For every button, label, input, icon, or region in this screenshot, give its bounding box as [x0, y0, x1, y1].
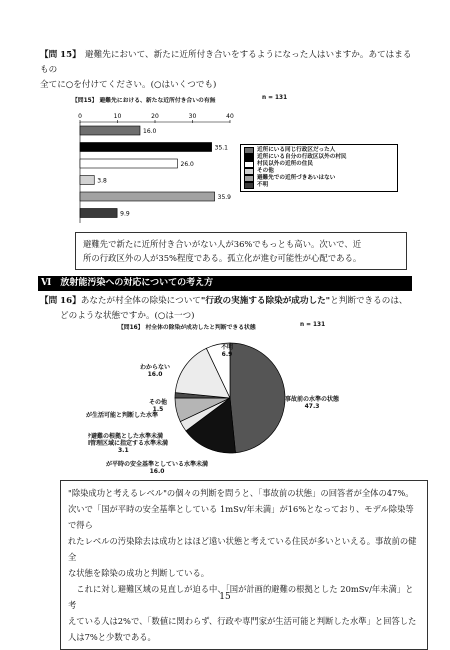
legend-label: 避難先での近所づきあいはない [257, 175, 336, 181]
chart16-slices [175, 343, 285, 453]
pie-label-sonota [138, 399, 178, 413]
pie-label-jikomae-text: 事故前の水準の状態 [284, 396, 339, 403]
chart15-legend [240, 144, 398, 192]
chart16-title: 【問16】 村全体の除染が成功したと判断できる状態 [118, 325, 256, 331]
chart15-bar [80, 176, 94, 185]
legend-label: 近所にいる同じ行政区だった人 [257, 147, 336, 153]
chart15-bar-label: 35.9 [217, 194, 231, 201]
pie-label-sonota-value: 1.5 [152, 406, 164, 413]
chart15-bar-label: 16.0 [143, 128, 157, 135]
chart15-xtick: 20 [151, 113, 159, 120]
chart15-xtick: 40 [226, 113, 234, 120]
box15-line2: 所の行政区外の人が35%程度である。孤立化が進む可能性が心配である。 [83, 253, 362, 263]
q16-text-line2: どのような状態ですか。(○は一つ) [60, 311, 195, 321]
chart15-bar-label: 3.8 [97, 177, 107, 185]
chart15-bar-label: 35.1 [214, 144, 228, 152]
pie-label-heiji [92, 461, 222, 475]
legend-label: 近所にいる自分の行政区以外の村民 [257, 154, 347, 160]
chart15-xtick: 10 [113, 113, 122, 120]
legend-label: 村民以外の近所の住民 [257, 161, 313, 167]
chart15-xtick: 30 [188, 113, 197, 120]
q15-text-line2: 全てに○を付けてください。(○はいくつでも) [40, 80, 217, 90]
pie-label-fumei [212, 344, 242, 358]
chart15-legend-item [244, 147, 394, 154]
q16-text-line1c: と判断できるのは、 [330, 296, 408, 306]
chart15-bar-label: 26.0 [180, 161, 194, 168]
pie-label-jikomae-value: 47.3 [304, 403, 320, 410]
pie-label-fumei-value: 6.9 [221, 351, 233, 358]
q15-label: 【問 15】 [40, 50, 77, 60]
section-heading: Ⅵ 放射能汚染への対応についての考え方 [38, 276, 412, 291]
chart15-legend-item [244, 182, 394, 189]
pie-label-keikaku [88, 433, 188, 454]
para-line3: れたレベルの汚染除去は成功とはほど遠い状態と考えている住民が多いといえる。事故前の健全 [68, 536, 417, 562]
para-line2: 次いで「国が平時の安全基準としている 1mSv/年未満」が16%となっており、モデル除染等で得ら [68, 504, 414, 530]
para-line5: これに対し避難区域の見直しが迫る中、「国が計画的避難の根拠とした 20mSv/年未満」と考 [68, 584, 414, 610]
legend-label: 不明 [257, 182, 269, 188]
chart15-n: n = 131 [262, 95, 288, 101]
chart15-legend-item [244, 175, 394, 182]
legend-swatch [244, 161, 254, 168]
q16-label: 【問 16】 [40, 296, 81, 306]
chart15-legend-item [244, 168, 394, 175]
legend-swatch [244, 168, 254, 175]
chart15-bar [80, 209, 117, 218]
pie-label-heiji-value: 16.0 [149, 468, 165, 475]
para-line6: えている人は2%で、「数値に関わらず、行政や専門家が生活可能と判断した水準」と回答した [68, 616, 417, 626]
pie-label-jikomae [276, 396, 348, 410]
q16-text-line1a: あなたが村全体の除染について [80, 296, 201, 306]
pie-label-keikaku-text1: ｹ避難の根拠とした水準未満 [88, 433, 164, 440]
q15-summary-box [75, 232, 407, 270]
chart15-title: 【問15】 避難先における、新たな近所付き合いの有無 [72, 98, 216, 104]
legend-label: その他 [257, 168, 274, 174]
q15-text-line1: 避難先において、新たに近所付き合いをするようになった人はいますか。あてはまるもの [40, 50, 412, 75]
chart15-xtick: 0 [78, 113, 82, 120]
question-15 [40, 48, 418, 93]
chart15-bar [80, 192, 215, 201]
question-16 [40, 294, 418, 324]
chart15-bar [80, 126, 140, 135]
pie-label-wakaranai-value: 16.0 [147, 371, 163, 378]
legend-swatch [244, 175, 254, 182]
chart15-legend-item [244, 161, 394, 168]
legend-swatch [244, 147, 254, 154]
chart15-bar [80, 159, 178, 168]
q16-text-line1b: "行政の実施する除染が成功した" [200, 296, 331, 306]
chart15-bar [80, 143, 212, 152]
para-line4: な状態を除染の成功と判断している。 [68, 568, 210, 578]
legend-swatch [244, 154, 254, 161]
chart16-n: n = 131 [300, 322, 326, 328]
chart15-bar-label: 9.9 [120, 210, 130, 218]
chart15-bars [78, 113, 234, 223]
pie-label-keikaku-text2: l管理区域に指定する水準未満 [88, 440, 169, 447]
pie-label-sonota-text: その他 [148, 399, 167, 406]
para-line1: "除染成功と考えるレベル"の個々の判断を問うと、「事故前の状態」の回答者が全体の47%。 [68, 488, 414, 498]
pie-label-wakaranai [130, 364, 180, 378]
chart15-legend-item [244, 154, 394, 161]
box15-line1: 避難先で新たに近所付き合いがない人が36%でもっとも高い。次いで、近 [83, 239, 362, 249]
pie-label-fumei-text: 不明 [220, 344, 233, 351]
pie-label-heiji-text: が平時の安全基準としている水準未満 [105, 461, 208, 468]
pie-label-seikatsu: が生活可能と判断した水準 [86, 412, 159, 419]
para-line7: 人は7%と少数である。 [68, 632, 156, 642]
pie-label-wakaranai-text: わからない [139, 364, 170, 371]
q16-summary-box [60, 480, 428, 650]
pie-label-keikaku-value: 3.1 [118, 447, 129, 454]
chart15-plot [62, 110, 240, 228]
legend-swatch [244, 182, 254, 189]
page-number: 15 [219, 592, 231, 602]
